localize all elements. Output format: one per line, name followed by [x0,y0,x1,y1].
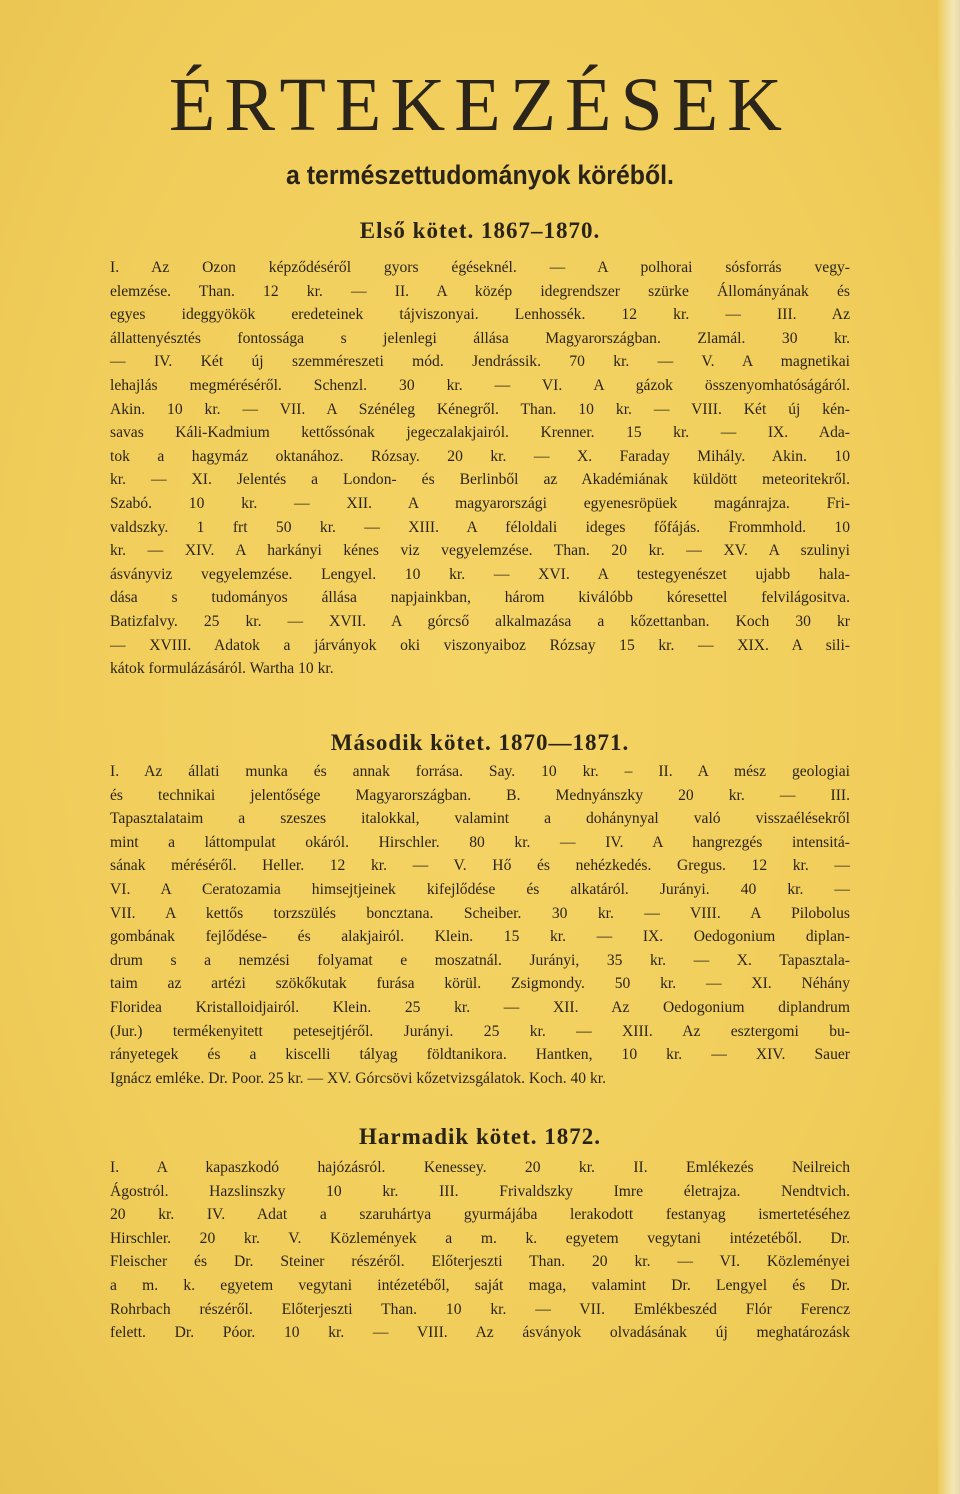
text-line: I. A kapaszkodó hajózásról. Kenessey. 20 kr. II. Emlékezés Neilreich [110,1159,850,1176]
document-title: ÉRTEKEZÉSEK [168,63,792,147]
text-line: gombának fejlődése- és alakjairól. Klein. 15 kr. — IX. Oedogonium diplan- [110,928,850,946]
text-line: és technikai jelentősége Magyarországban. B. Mednyánszky 20 kr. — III. [110,786,850,804]
volume-1-heading: Első kötet. 1867–1870. [359,218,601,243]
text-line: kátok formulázásáról. Wartha 10 kr. [110,660,334,678]
text-line: savas Káli-Kadmium kettőssónak jegeczalakjairól. Krenner. 15 kr. — IX. Ada- [110,424,850,442]
text-line: kr. — XI. Jelentés a London- és Berlinből az Akadémiának küldött meteoritekről. [110,471,850,489]
text-line: Rohrbach részéről. Előterjeszti Than. 10 kr. — VII. Emlékbeszéd Flór Ferencz [110,1300,850,1318]
volume-2-contents [110,760,850,1090]
text-line: Hirschler. 20 kr. V. Közlemények a m. k. egyetem vegytani intézetéből. Dr. [110,1229,850,1247]
volume-1-contents [110,256,850,681]
text-line: VI. A Ceratozamia himsejtjeinek kifejlődése és alkatáról. Jurányi. 40 kr. — [110,880,850,898]
text-line: állattenyésztés fontossága s jelenlegi állása Magyarországban. Zlamál. 30 kr. [110,329,850,347]
volume-2-heading: Második kötet. 1870—1871. [330,730,630,755]
text-line: mint a láttompulat okáról. Hirschler. 80 kr. — IV. A hangrezgés intensitá- [110,833,850,851]
text-line: I. Az Ozon képződéséről gyors égéseknél. — A polhorai sósforrás vegy- [110,259,850,276]
text-line: elemzése. Than. 12 kr. — II. A közép idegrendszer szürke Állományának és [110,282,850,300]
text-line: drum s a nemzési folyamat e moszatnál. Jurányi, 35 kr. — X. Tapasztala- [110,951,850,969]
document-subtitle: a természettudományok köréből. [286,160,674,190]
text-line: Ignácz emléke. Dr. Poor. 25 kr. — XV. Górcsövi kőzetvizsgálatok. Koch. 40 kr. [110,1069,607,1087]
text-line: ásványviz vegyelemzése. Lengyel. 10 kr. — XVI. A testegyenészet ujabb hala- [110,565,850,583]
text-line: tok a hagymáz oktanához. Rózsay. 20 kr. — X. Faraday Mihály. Akin. 10 [110,447,850,465]
text-line: lehajlás megméréséről. Schenzl. 30 kr. — VI. A gázok összenyomhatóságáról. [110,376,850,394]
text-line: a m. k. egyetem vegytani intézetéből, saját maga, valamint Dr. Lengyel és Dr. [110,1276,850,1294]
text-line: Akin. 10 kr. — VII. A Szénéleg Kénegről. Than. 10 kr. — VIII. Két új kén- [110,400,850,418]
text-line: valdszky. 1 frt 50 kr. — XIII. A féloldali ideges főfájás. Frommhold. 10 [110,518,850,536]
text-line: — XVIII. Adatok a járványok oki viszonyaiboz Rózsay 15 kr. — XIX. A sili- [110,636,850,654]
text-line: kr. — XIV. A harkányi kénes viz vegyelemzése. Than. 20 kr. — XV. A szulinyi [110,542,850,560]
text-line: sának méréséről. Heller. 12 kr. — V. Hő és nehézkedés. Gregus. 12 kr. — [110,857,850,875]
text-line: felett. Dr. Póor. 10 kr. — VIII. Az ásványok olvadásának új meghatározásk [110,1324,850,1342]
text-line: Fleischer és Dr. Steiner részéről. Előterjeszti Than. 20 kr. — VI. Közleményei [110,1253,850,1271]
text-line: 20 kr. IV. Adat a szaruhártya gyurmájába lerakodott festanyag ismertetéséhez [110,1206,850,1224]
text-line: Batizfalvy. 25 kr. — XVII. A górcső alkalmazása a kőzettanban. Koch 30 kr [110,612,850,630]
volume-3-contents [110,1156,850,1345]
text-line: Szabó. 10 kr. — XII. A magyarországi egyenesröpüek magánrajza. Fri- [110,494,850,512]
text-line: taim az artézi szökőkutak furása körül. Zsigmondy. 50 kr. — XI. Néhány [110,975,850,993]
text-line: VII. A kettős torzszülés boncztana. Scheiber. 30 kr. — VIII. A Pilobolus [110,904,850,922]
text-line: Tapasztalataim a szeszes italokkal, valamint a dohánynyal való visszaélésekről [110,810,850,828]
text-line: — IV. Két új szemméreszeti mód. Jendrássik. 70 kr. — V. A magnetikai [110,353,850,371]
text-line: Ágostról. Hazslinszky 10 kr. III. Frivaldszky Imre életrajza. Nendtvich. [110,1182,850,1200]
text-line: egyes ideggyökök eredeteinek tájviszonyai. Lenhossék. 12 kr. — III. Az [110,306,850,324]
text-line: dása s tudományos állása napjainkban, három kiválóbb kóresettel felvilágositva. [110,589,850,607]
volume-3-heading: Harmadik kötet. 1872. [358,1124,602,1149]
text-line: rányetegek és a kiscelli tályag földtanikora. Hantken, 10 kr. — XIV. Sauer [110,1046,850,1064]
text-line: (Jur.) termékenyitett petesejtjéről. Jurányi. 25 kr. — XIII. Az esztergomi bu- [110,1022,850,1040]
text-line: I. Az állati munka és annak forrása. Say. 10 kr. – II. A mész geologiai [110,763,850,780]
text-line: Floridea Kristalloidjairól. Klein. 25 kr. — XII. Az Oedogonium diplandrum [110,998,850,1016]
